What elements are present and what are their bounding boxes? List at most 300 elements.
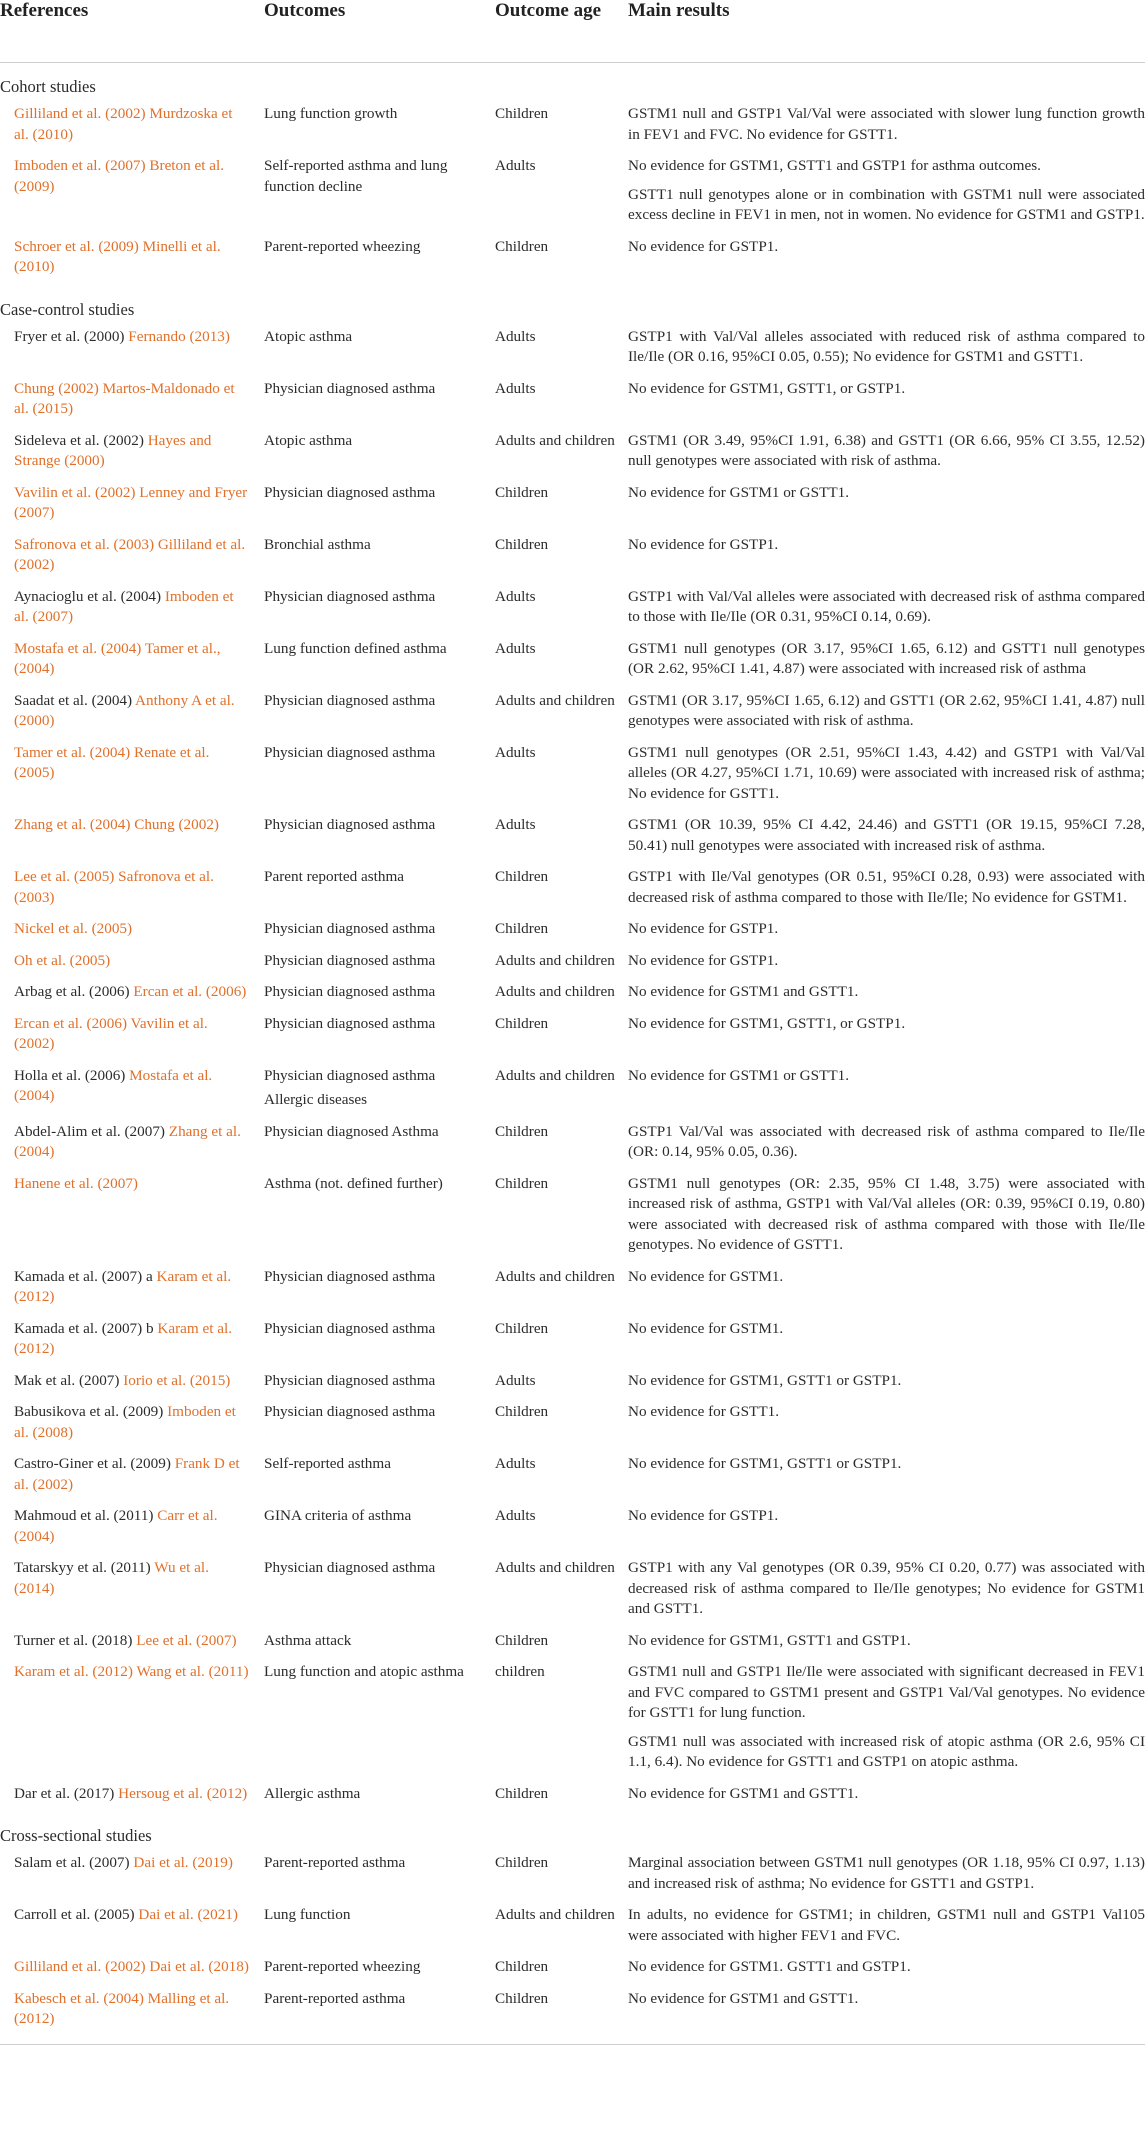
outcome-age-cell: Adults and children xyxy=(495,1267,615,1285)
outcome-text: Self-reported asthma xyxy=(264,1455,391,1472)
outcome-age-cell: Children xyxy=(495,920,549,937)
outcome-text: Parent-reported asthma xyxy=(264,1989,406,2007)
outcomes-cell xyxy=(250,1905,495,1926)
main-results-cell xyxy=(628,327,1145,368)
result-text: No evidence for GSTM1 and GSTT1. xyxy=(628,1989,859,2007)
reference-link[interactable]: Nickel et al. (2005) xyxy=(14,920,133,937)
main-results-cell xyxy=(628,1319,1145,1340)
outcome-age-cell: Children xyxy=(495,1631,549,1649)
table-row xyxy=(0,1451,1145,1503)
outcome-age-cell: Adults and children xyxy=(495,1559,615,1576)
table-body xyxy=(0,63,1145,2038)
main-results-cell xyxy=(628,379,1145,400)
result-text: No evidence for GSTM1 and GSTT1. xyxy=(628,1784,859,1802)
result-text: No evidence for GSTP1. xyxy=(628,1507,779,1524)
reference-text: Mahmoud et al. (2011) xyxy=(14,1507,158,1524)
outcome-age-cell: Children xyxy=(495,483,549,501)
outcome-text: Physician diagnosed Asthma xyxy=(264,1122,439,1140)
outcome-age-cell: children xyxy=(495,1663,545,1680)
bottom-rule xyxy=(0,2044,1145,2045)
reference-cell xyxy=(0,639,250,680)
outcomes-cell xyxy=(250,1267,495,1288)
main-results-cell xyxy=(628,431,1145,472)
result-text: GSTP1 with Val/Val alleles associated with reduced risk of asthma compared to Ile/Ile (OR 0.16, 95%CI 0.05, 0.55); No evidence for GSTM1 and GSTT1. xyxy=(628,327,1145,365)
outcome-text: Lung function xyxy=(264,1906,351,1923)
result-text: GSTM1 (OR 10.39, 95% CI 4.42, 24.46) and GSTT1 (OR 19.15, 95%CI 7.28, 50.41) null genotypes were associated with increased risk of asthma. xyxy=(628,816,1145,854)
reference-link[interactable]: Karam et al. (2012) xyxy=(14,1267,232,1305)
main-results-cell xyxy=(628,951,1145,972)
main-results-cell xyxy=(628,691,1145,732)
reference-link[interactable]: Ercan et al. (2006) xyxy=(133,983,247,1000)
table-row xyxy=(0,1171,1145,1264)
table-row xyxy=(0,688,1145,740)
reference-link[interactable]: Gilliland et al. (2002) Murdzoska et al. (2010) xyxy=(14,105,233,143)
reference-cell xyxy=(0,1784,250,1805)
outcome-age-cell: Adults and children xyxy=(495,691,615,709)
outcome-text: Physician diagnosed asthma xyxy=(264,587,436,605)
table-row xyxy=(0,812,1145,864)
reference-cell xyxy=(0,743,250,784)
outcomes-cell xyxy=(250,867,495,888)
table-row xyxy=(0,1063,1145,1119)
result-text: No evidence for GSTP1. xyxy=(628,951,779,969)
outcome-text: Atopic asthma xyxy=(264,327,353,345)
reference-cell xyxy=(0,431,250,472)
result-text: No evidence for GSTM1, GSTT1, or GSTP1. xyxy=(628,379,906,397)
outcomes-cell xyxy=(250,535,495,556)
reference-text: Sideleva et al. (2002) xyxy=(14,431,148,449)
outcome-text: Physician diagnosed asthma xyxy=(264,1403,436,1420)
reference-link[interactable]: Iorio et al. (2015) xyxy=(123,1371,231,1389)
reference-cell xyxy=(0,1989,250,2030)
result-text: GSTM1 null and GSTP1 Val/Val were associated with slower lung function growth in FEV1 and FVC. No evidence for GSTT1. xyxy=(628,105,1145,143)
reference-cell xyxy=(0,327,250,348)
main-results-cell xyxy=(628,1402,1145,1423)
result-text: GSTM1 null and GSTP1 Ile/Ile were associated with significant decreased in FEV1 and FVC compared to GSTM1 present and GSTP1 Val/Val genotypes. No evidence for GSTT1 for lung function. xyxy=(628,1663,1145,1721)
table-row xyxy=(0,101,1145,153)
outcomes-cell xyxy=(250,951,495,972)
outcome-text: Parent reported asthma xyxy=(264,868,405,885)
reference-link[interactable]: Oh et al. (2005) xyxy=(14,951,111,969)
reference-cell xyxy=(0,1558,250,1599)
result-text: GSTP1 with Val/Val alleles were associated with decreased risk of asthma compared to those with Ile/Ile (OR 0.31, 95%CI 0.14, 0.69). xyxy=(628,587,1145,625)
table-row xyxy=(0,1902,1145,1954)
outcomes-cell xyxy=(250,1853,495,1874)
table-row xyxy=(0,153,1145,234)
result-text: No evidence for GSTM1 or GSTT1. xyxy=(628,1066,850,1084)
outcomes-cell xyxy=(250,1014,495,1035)
outcomes-cell xyxy=(250,1957,495,1978)
result-text: No evidence for GSTM1. xyxy=(628,1267,784,1285)
reference-cell xyxy=(0,1957,250,1978)
outcomes-cell xyxy=(250,1402,495,1423)
outcome-age-cell: Children xyxy=(495,1989,549,2007)
reference-cell xyxy=(0,379,250,420)
reference-cell xyxy=(0,1174,250,1195)
outcome-age-cell: Adults xyxy=(495,1371,536,1389)
reference-cell xyxy=(0,1905,250,1926)
outcome-age-cell: Adults xyxy=(495,327,536,345)
outcomes-cell xyxy=(250,156,495,197)
reference-link[interactable]: Carr et al. (2004) xyxy=(14,1507,218,1545)
reference-cell xyxy=(0,951,250,972)
main-results-cell xyxy=(628,535,1145,556)
outcomes-cell xyxy=(250,237,495,258)
reference-link[interactable]: Imboden et al. (2007) Breton et al. (2009) xyxy=(14,157,225,195)
header-outcomes: Outcomes xyxy=(264,0,346,21)
result-text: No evidence for GSTM1, GSTT1, or GSTP1. xyxy=(628,1014,906,1032)
main-results-cell xyxy=(628,639,1145,680)
outcome-age-cell: Children xyxy=(495,1174,549,1192)
reference-cell xyxy=(0,1319,250,1360)
main-results-cell xyxy=(628,1631,1145,1652)
outcome-text: Allergic diseases xyxy=(264,1091,368,1108)
section-heading: Cross-sectional studies xyxy=(0,1826,152,1845)
outcome-text: Lung function and atopic asthma xyxy=(264,1663,464,1680)
reference-link[interactable]: Dai et al. (2019) xyxy=(133,1854,233,1871)
table-row xyxy=(0,532,1145,584)
reference-text: Mak et al. (2007) xyxy=(14,1371,124,1389)
outcome-text: GINA criteria of asthma xyxy=(264,1507,412,1524)
outcome-text: Bronchial asthma xyxy=(264,535,371,553)
reference-cell xyxy=(0,1506,250,1547)
outcome-text: Allergic asthma xyxy=(264,1784,361,1802)
outcome-text: Parent-reported wheezing xyxy=(264,1958,421,1975)
header-main-results: Main results xyxy=(628,0,730,21)
reference-link[interactable]: Hanene et al. (2007) xyxy=(14,1174,138,1192)
outcome-age-cell: Adults xyxy=(495,379,536,397)
outcomes-cell xyxy=(250,1371,495,1392)
reference-link[interactable]: Schroer et al. (2009) Minelli et al. (2010) xyxy=(14,237,221,275)
reference-link[interactable]: Karam et al. (2012) xyxy=(14,1319,233,1357)
reference-text: Dar et al. (2017) xyxy=(14,1784,119,1802)
outcome-text: Physician diagnosed asthma xyxy=(264,816,436,833)
reference-text: Fryer et al. (2000) xyxy=(14,327,129,345)
main-results-cell xyxy=(628,815,1145,856)
reference-link[interactable]: Ercan et al. (2006) Vavilin et al. (2002) xyxy=(14,1014,208,1052)
reference-link[interactable]: Gilliland et al. (2002) Dai et al. (2018) xyxy=(14,1958,249,1975)
table-row xyxy=(0,1011,1145,1063)
reference-link[interactable]: Kabesch et al. (2004) Malling et al. (2012) xyxy=(14,1989,230,2027)
table-row xyxy=(0,234,1145,286)
outcomes-cell xyxy=(250,1319,495,1340)
reference-text: Castro-Giner et al. (2009) xyxy=(14,1455,175,1472)
reference-cell xyxy=(0,1631,250,1652)
reference-text: Aynacioglu et al. (2004) xyxy=(14,587,165,605)
result-text: GSTM1 (OR 3.17, 95%CI 1.65, 6.12) and GSTT1 (OR 2.62, 95%CI 1.41, 4.87) null genotypes were associated with risk of asthma. xyxy=(628,691,1145,729)
main-results-cell xyxy=(628,1066,1145,1087)
reference-link[interactable]: Zhang et al. (2004) Chung (2002) xyxy=(14,816,219,833)
reference-text: Carroll et al. (2005) xyxy=(14,1906,139,1923)
main-results-cell xyxy=(628,1662,1145,1773)
main-results-cell xyxy=(628,1905,1145,1946)
outcome-age-cell: Adults and children xyxy=(495,1066,615,1084)
table-row xyxy=(0,1316,1145,1368)
result-text: No evidence for GSTM1, GSTT1 or GSTP1. xyxy=(628,1455,902,1472)
reference-link[interactable]: Lee et al. (2007) xyxy=(136,1631,237,1649)
outcomes-cell xyxy=(250,639,495,660)
reference-cell xyxy=(0,156,250,197)
reference-link[interactable]: Chung (2002) Martos-Maldonado et al. (2015) xyxy=(14,379,235,417)
reference-text: Abdel-Alim et al. (2007) xyxy=(14,1122,169,1140)
table-row xyxy=(0,584,1145,636)
outcome-age-cell: Children xyxy=(495,1958,549,1975)
outcome-age-cell: Children xyxy=(495,1784,549,1802)
reference-link[interactable]: Wu et al. (2014) xyxy=(14,1559,209,1597)
outcome-age-cell: Adults xyxy=(495,743,536,761)
table-row xyxy=(0,1119,1145,1171)
outcome-text: Asthma (not. defined further) xyxy=(264,1174,443,1192)
outcome-text: Self-reported asthma and lung function decline xyxy=(264,157,448,195)
outcome-age-cell: Adults xyxy=(495,1455,536,1472)
table-row xyxy=(0,1659,1145,1781)
outcome-age-cell: Adults xyxy=(495,639,536,657)
reference-link[interactable]: Karam et al. (2012) Wang et al. (2011) xyxy=(14,1663,249,1680)
outcome-text: Parent-reported asthma xyxy=(264,1854,406,1871)
outcome-age-cell: Children xyxy=(495,1854,549,1871)
main-results-cell xyxy=(628,1267,1145,1288)
outcomes-cell xyxy=(250,1558,495,1579)
table-row xyxy=(0,1368,1145,1400)
reference-text: Saadat et al. (2004) xyxy=(14,691,136,709)
result-text: No evidence for GSTP1. xyxy=(628,535,779,553)
outcome-text: Physician diagnosed asthma xyxy=(264,1559,436,1576)
outcome-age-cell: Adults xyxy=(495,816,536,833)
outcome-text: Physician diagnosed asthma xyxy=(264,920,436,937)
reference-cell xyxy=(0,691,250,732)
result-text: GSTP1 with any Val genotypes (OR 0.39, 95% CI 0.20, 0.77) was associated with decreased risk of asthma compared to Ile/Ile genotypes; No evidence for GSTM1 and GSTT1. xyxy=(628,1559,1145,1617)
outcomes-cell xyxy=(250,1506,495,1527)
result-text: No evidence for GSTM1, GSTT1 and GSTP1. xyxy=(628,1631,911,1649)
result-text: No evidence for GSTM1, GSTT1 or GSTP1. xyxy=(628,1371,902,1389)
reference-link[interactable]: Safronova et al. (2003) Gilliland et al. (2002) xyxy=(14,535,246,573)
table-row xyxy=(0,1781,1145,1813)
outcomes-cell xyxy=(250,327,495,348)
reference-link[interactable]: Fernando (2013) xyxy=(128,327,230,345)
outcomes-cell xyxy=(250,1631,495,1652)
outcome-age-cell: Adults and children xyxy=(495,983,615,1000)
table-row xyxy=(0,948,1145,980)
outcome-age-cell: Adults xyxy=(495,587,536,605)
main-results-cell xyxy=(628,587,1145,628)
main-results-cell xyxy=(628,1558,1145,1620)
main-results-cell xyxy=(628,1506,1145,1527)
outcomes-cell xyxy=(250,587,495,608)
outcome-text: Physician diagnosed asthma xyxy=(264,1014,436,1032)
reference-cell xyxy=(0,1853,250,1874)
table-row xyxy=(0,636,1145,688)
main-results-cell xyxy=(628,982,1145,1003)
outcomes-cell xyxy=(250,1066,495,1111)
main-results-cell xyxy=(628,1989,1145,2010)
main-results-cell xyxy=(628,104,1145,145)
table-row xyxy=(0,1954,1145,1986)
main-results-cell xyxy=(628,743,1145,805)
reference-link[interactable]: Zhang et al. (2004) xyxy=(14,1122,241,1160)
reference-link[interactable]: Imboden et al. (2007) xyxy=(14,587,234,625)
table-row xyxy=(0,979,1145,1011)
reference-text: Arbag et al. (2006) xyxy=(14,983,134,1000)
outcomes-cell xyxy=(250,691,495,712)
table-row xyxy=(0,324,1145,376)
outcomes-cell xyxy=(250,1784,495,1805)
reference-text: Salam et al. (2007) xyxy=(14,1854,134,1871)
reference-cell xyxy=(0,237,250,278)
outcome-text: Parent-reported wheezing xyxy=(264,237,421,255)
outcome-text: Physician diagnosed asthma xyxy=(264,951,436,969)
result-text: GSTP1 Val/Val was associated with decreased risk of asthma compared to Ile/Ile (OR: 0.14, 95% 0.05, 0.36). xyxy=(628,1122,1145,1160)
outcome-text: Physician diagnosed asthma xyxy=(264,1371,436,1389)
outcome-age-cell: Children xyxy=(495,1122,549,1140)
main-results-cell xyxy=(628,1174,1145,1256)
reference-text: Babusikova et al. (2009) xyxy=(14,1403,168,1420)
outcome-text: Physician diagnosed asthma xyxy=(264,483,436,501)
reference-cell xyxy=(0,1454,250,1495)
reference-link[interactable]: Hersoug et al. (2012) xyxy=(118,1784,248,1802)
reference-text: Kamada et al. (2007) b xyxy=(14,1319,158,1337)
result-text: GSTM1 null was associated with increased risk of atopic asthma (OR 2.6, 95% CI 1.1, 6.4). No evidence for GSTT1 and GSTP1 on atopic asthma. xyxy=(628,1732,1145,1770)
reference-link[interactable]: Mostafa et al. (2004) Tamer et al., (2004) xyxy=(14,639,221,677)
reference-cell xyxy=(0,1122,250,1163)
outcomes-cell xyxy=(250,919,495,940)
outcome-age-cell: Children xyxy=(495,868,549,885)
reference-cell xyxy=(0,919,250,940)
table-row xyxy=(0,428,1145,480)
reference-cell xyxy=(0,587,250,628)
outcomes-cell xyxy=(250,743,495,764)
result-text: No evidence for GSTP1. xyxy=(628,237,779,255)
table-row xyxy=(0,480,1145,532)
outcome-text: Physician diagnosed asthma xyxy=(264,743,436,761)
result-text: No evidence for GSTM1. xyxy=(628,1319,784,1337)
outcome-age-cell: Adults and children xyxy=(495,1906,615,1923)
result-text: No evidence for GSTT1. xyxy=(628,1403,779,1420)
table-row xyxy=(0,1555,1145,1628)
outcome-age-cell: Children xyxy=(495,237,549,255)
main-results-cell xyxy=(628,483,1145,504)
main-results-cell xyxy=(628,1853,1145,1894)
reference-link[interactable]: Anthony A et al. (2000) xyxy=(14,691,235,729)
outcome-text: Physician diagnosed asthma xyxy=(264,1066,436,1084)
section-heading: Cohort studies xyxy=(0,77,96,96)
outcome-text: Lung function defined asthma xyxy=(264,639,447,657)
result-text: No evidence for GSTM1, GSTT1 and GSTP1 for asthma outcomes. xyxy=(628,157,1041,174)
reference-link[interactable]: Frank D et al. (2002) xyxy=(14,1455,240,1493)
reference-cell xyxy=(0,1066,250,1107)
reference-link[interactable]: Imboden et al. (2008) xyxy=(14,1403,236,1441)
outcome-text: Asthma attack xyxy=(264,1631,352,1649)
outcomes-cell xyxy=(250,1454,495,1475)
table-row xyxy=(0,1399,1145,1451)
table-row xyxy=(0,1503,1145,1555)
table-row xyxy=(0,376,1145,428)
outcome-age-cell: Children xyxy=(495,535,549,553)
outcome-age-cell: Children xyxy=(495,1319,549,1337)
reference-link[interactable]: Dai et al. (2021) xyxy=(138,1906,238,1923)
result-text: GSTP1 with Ile/Val genotypes (OR 0.51, 95%CI 0.28, 0.93) were associated with decreased risk of asthma compared to those with Ile/Ile; No evidence for GSTM1. xyxy=(628,868,1145,906)
reference-cell xyxy=(0,867,250,908)
outcome-text: Lung function growth xyxy=(264,105,398,122)
outcomes-cell xyxy=(250,982,495,1003)
result-text: GSTM1 (OR 3.49, 95%CI 1.91, 6.38) and GSTT1 (OR 6.66, 95% CI 3.55, 12.52) null genotypes were associated with risk of asthma. xyxy=(628,431,1145,469)
main-results-cell xyxy=(628,919,1145,940)
outcome-text: Physician diagnosed asthma xyxy=(264,1267,436,1285)
result-text: GSTM1 null genotypes (OR 3.17, 95%CI 1.65, 6.12) and GSTT1 null genotypes (OR 2.62, 95%CI 1.41, 4.87) were associated with increased risk of asthma xyxy=(628,639,1145,677)
reference-link[interactable]: Hayes and Strange (2000) xyxy=(14,431,212,469)
outcome-text: Physician diagnosed asthma xyxy=(264,1319,436,1337)
main-results-cell xyxy=(628,1371,1145,1392)
outcome-text: Physician diagnosed asthma xyxy=(264,983,436,1000)
reference-link[interactable]: Vavilin et al. (2002) Lenney and Fryer (2007) xyxy=(14,483,248,521)
result-text: GSTM1 null genotypes (OR 2.51, 95%CI 1.43, 4.42) and GSTP1 with Val/Val alleles (OR 4.27, 95%CI 1.71, 10.69) were associated with increased risk of asthma; No evidence for GSTT1. xyxy=(628,743,1145,802)
main-results-cell xyxy=(628,1957,1145,1978)
table-row xyxy=(0,864,1145,916)
table-row xyxy=(0,1850,1145,1902)
result-text: No evidence for GSTM1 and GSTT1. xyxy=(628,983,859,1000)
main-results-cell xyxy=(628,1784,1145,1805)
result-text: Marginal association between GSTM1 null genotypes (OR 1.18, 95% CI 0.97, 1.13) and increased risk of asthma; No evidence for GSTT1 and GSTP1. xyxy=(628,1854,1145,1892)
header-references: References xyxy=(0,0,89,21)
reference-link[interactable]: Mostafa et al. (2004) xyxy=(14,1066,213,1104)
reference-cell xyxy=(0,1371,250,1392)
reference-cell xyxy=(0,1662,250,1683)
reference-link[interactable]: Lee et al. (2005) Safronova et al. (2003) xyxy=(14,868,214,906)
outcomes-cell xyxy=(250,1122,495,1143)
reference-cell xyxy=(0,815,250,836)
main-results-cell xyxy=(628,1014,1145,1035)
result-text: GSTM1 null genotypes (OR: 2.35, 95% CI 1.48, 3.75) were associated with increased risk of asthma, GSTP1 with Val/Val alleles (OR: 0.39, 95%CI 0.19, 0.80) were associated with decreased risk of asthma compared with those with Ile/Ile genotypes. No evidence of GSTT1. xyxy=(628,1174,1145,1253)
result-text: In adults, no evidence for GSTM1; in children, GSTM1 null and GSTP1 Val105 were associated with higher FEV1 and FVC. xyxy=(628,1906,1145,1944)
outcomes-cell xyxy=(250,1989,495,2010)
result-text: No evidence for GSTP1. xyxy=(628,920,779,937)
outcome-text: Atopic asthma xyxy=(264,431,353,449)
reference-cell xyxy=(0,535,250,576)
result-text: No evidence for GSTM1 or GSTT1. xyxy=(628,483,850,501)
outcomes-cell xyxy=(250,379,495,400)
reference-link[interactable]: Tamer et al. (2004) Renate et al. (2005) xyxy=(14,743,210,781)
table-row xyxy=(0,1264,1145,1316)
outcomes-cell xyxy=(250,1662,495,1683)
outcome-age-cell: Adults xyxy=(495,157,536,174)
main-results-cell xyxy=(628,1454,1145,1475)
outcome-age-cell: Adults and children xyxy=(495,951,615,969)
reference-cell xyxy=(0,982,250,1003)
main-results-cell xyxy=(628,867,1145,908)
outcome-age-cell: Children xyxy=(495,1014,549,1032)
outcomes-cell xyxy=(250,1174,495,1195)
table-row xyxy=(0,1986,1145,2038)
outcome-age-cell: Children xyxy=(495,1403,549,1420)
outcome-age-cell: Adults xyxy=(495,1507,536,1524)
table-row xyxy=(0,916,1145,948)
outcomes-cell xyxy=(250,483,495,504)
header-outcome-age: Outcome age xyxy=(495,0,602,21)
reference-text: Holla et al. (2006) xyxy=(14,1066,130,1084)
reference-text: Turner et al. (2018) xyxy=(14,1631,137,1649)
table-row xyxy=(0,1628,1145,1660)
main-results-cell xyxy=(628,156,1145,226)
table-row xyxy=(0,740,1145,813)
outcome-age-cell: Children xyxy=(495,105,549,122)
reference-cell xyxy=(0,1267,250,1308)
reference-cell xyxy=(0,483,250,524)
outcome-age-cell: Adults and children xyxy=(495,431,615,449)
outcome-text: Physician diagnosed asthma xyxy=(264,691,436,709)
main-results-cell xyxy=(628,237,1145,258)
table-header xyxy=(0,0,1145,63)
result-text: No evidence for GSTM1. GSTT1 and GSTP1. xyxy=(628,1958,911,1975)
outcomes-cell xyxy=(250,815,495,836)
